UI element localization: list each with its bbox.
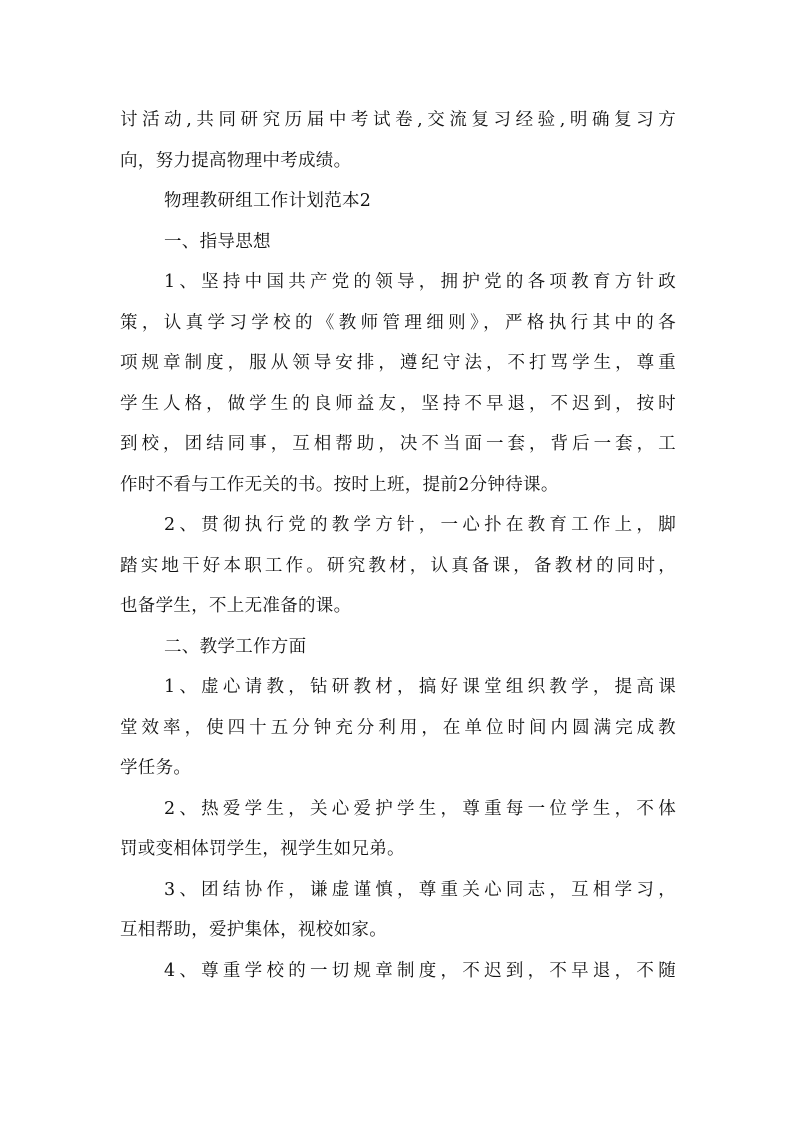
paragraph-line: 3、团结协作，谦虚谨慎，尊重关心同志，互相学习， xyxy=(164,879,676,900)
paragraph-line: 4、尊重学校的一切规章制度，不迟到，不早退，不随 xyxy=(164,960,676,981)
paragraph-line: 罚或变相体罚学生，视学生如兄弟。 xyxy=(120,839,405,859)
text-line: 向，努力提高物理中考成绩。 xyxy=(120,150,352,171)
paragraph-line: 2、贯彻执行党的教学方针，一心扑在教育工作上，脚 xyxy=(164,515,676,535)
section-heading: 一、指导思想 xyxy=(164,231,271,252)
section-heading: 二、教学工作方面 xyxy=(164,636,307,657)
paragraph-line: 项规章制度，服从领导安排，遵纪守法，不打骂学生，尊重 xyxy=(120,353,676,373)
paragraph-line: 到校，团结同事，互相帮助，决不当面一套，背后一套，工 xyxy=(120,434,676,454)
paragraph-line: 2、热爱学生，关心爱护学生，尊重每一位学生，不体 xyxy=(164,798,676,819)
paragraph-line: 也备学生，不上无准备的课。 xyxy=(120,596,352,616)
paragraph-line: 堂效率，使四十五分钟充分利用，在单位时间内圆满完成教 xyxy=(120,717,676,738)
document-body xyxy=(120,100,676,991)
section-title: 物理教研组工作计划范本2 xyxy=(164,191,372,211)
paragraph-line: 学生人格，做学生的良师益友，坚持不早退，不迟到，按时 xyxy=(120,393,676,414)
paragraph-line: 策，认真学习学校的《教师管理细则》，严格执行其中的各 xyxy=(120,312,676,333)
paragraph-line: 1、虚心请教，钻研教材，搞好课堂组织教学，提高课 xyxy=(164,677,676,697)
paragraph-line: 互相帮助，爱护集体，视校如家。 xyxy=(120,920,387,940)
text-line: 讨活动,共同研究历届中考试卷,交流复习经验,明确复习方 xyxy=(120,110,676,130)
paragraph-line: 踏实地干好本职工作。研究教材，认真备课，备教材的同时， xyxy=(120,555,676,576)
paragraph-line: 学任务。 xyxy=(120,758,192,778)
paragraph-line: 作时不看与工作无关的书。按时上班，提前2分钟待课。 xyxy=(120,474,559,495)
paragraph-line: 1、坚持中国共产党的领导，拥护党的各项教育方针政 xyxy=(164,272,676,292)
